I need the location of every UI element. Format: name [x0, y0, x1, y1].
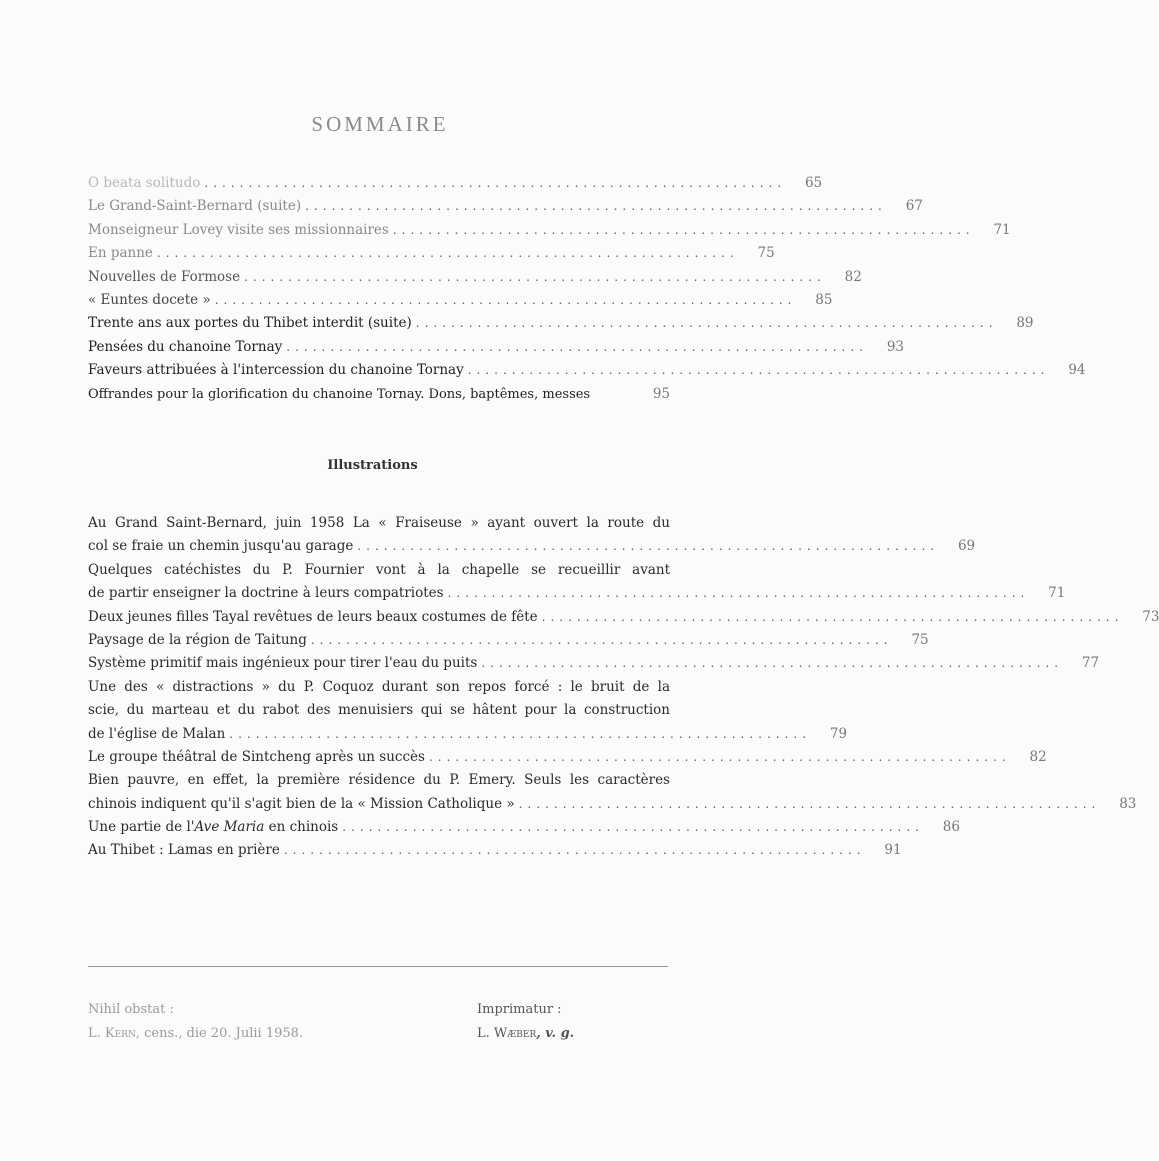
- illustration-text: Au Thibet : Lamas en prière: [88, 842, 280, 859]
- toc-entry: [88, 289, 833, 312]
- illustration-entry: [88, 606, 1159, 629]
- illustrations-heading: Illustrations: [327, 458, 418, 473]
- illustration-text: scie, du marteau et du rabot des menuisiers qui se hâtent pour la construction: [88, 702, 670, 719]
- toc-entry-page: 82: [844, 268, 862, 285]
- illustration-text: chinois indiquent qu'il s'agit bien de la « Mission Catholique »: [88, 795, 515, 812]
- imprimatur-label: Imprimatur :: [477, 1002, 562, 1017]
- leader-dots: ..................................................................: [541, 609, 1124, 624]
- leader-dots: ..................................................................: [310, 632, 893, 647]
- toc-entry-page: 94: [1068, 362, 1086, 379]
- toc-entry: [88, 383, 670, 406]
- toc-entry: [88, 359, 1086, 382]
- leader-dots: ..................................................................: [214, 292, 797, 307]
- toc-entry: [88, 242, 775, 265]
- toc-entry: [88, 312, 1034, 335]
- illustration-page: 69: [957, 538, 976, 555]
- illustration-text: Système primitif mais ingénieux pour tirer l'eau du puits: [88, 655, 478, 672]
- toc-entry-page: 71: [993, 221, 1011, 238]
- leader-dots: ..................................................................: [518, 796, 1101, 811]
- illustration-italic-title: Ave Maria: [194, 819, 265, 836]
- illustration-entry: [88, 793, 1137, 816]
- toc-entry-page: 65: [804, 175, 823, 191]
- divider: [88, 966, 668, 967]
- leader-dots: ..................................................................: [481, 656, 1064, 671]
- toc-entry-page: 93: [886, 338, 905, 355]
- nihil-obstat-label: Nihil obstat :: [88, 1002, 174, 1017]
- illustration-page: 71: [1048, 585, 1066, 602]
- table-of-contents: [88, 172, 1086, 406]
- illustration-text: Au Grand Saint-Bernard, juin 1958 La « Fraiseuse » ayant ouvert la route du: [88, 515, 670, 531]
- illustration-text: col se fraie un chemin jusqu'au garage: [88, 538, 354, 555]
- leader-dots: ..................................................................: [415, 316, 998, 331]
- illustration-page: 86: [942, 819, 960, 836]
- leader-dots: ..................................................................: [244, 269, 826, 284]
- illustration-page: 73: [1142, 608, 1159, 625]
- leader-dots: ..................................................................: [357, 539, 940, 554]
- leader-dots: ..................................................................: [305, 199, 887, 214]
- toc-entry-title: Offrandes pour la glorification du chanoine Tornay. Dons, baptêmes, messes: [88, 386, 591, 402]
- toc-entry: [88, 195, 923, 218]
- illustration-text: Une partie de l'Ave Maria en chinois: [88, 819, 339, 836]
- illustration-page: 79: [829, 725, 848, 742]
- illustration-page: 83: [1119, 795, 1137, 812]
- toc-entry-page: 67: [905, 198, 923, 215]
- illustration-entry: [88, 629, 929, 652]
- illustration-page: 77: [1081, 655, 1100, 672]
- imprimatur: [477, 998, 574, 1046]
- illustration-entry: [88, 535, 976, 558]
- illustration-page: 75: [911, 631, 929, 648]
- toc-entry-title: Trente ans aux portes du Thibet interdit (suite): [88, 315, 412, 332]
- illustration-entry: [88, 582, 1066, 605]
- leader-dots: ..................................................................: [156, 246, 739, 261]
- imprimatur-signature: L. Wæber, v. g.: [477, 1026, 575, 1041]
- illustration-entry: [88, 723, 848, 746]
- toc-entry-page: 75: [757, 245, 775, 262]
- illustration-page: 91: [884, 842, 902, 859]
- illustration-entry: [88, 816, 960, 839]
- illustration-text: Bien pauvre, en effet, la première résidence du P. Emery. Seuls les caractères: [88, 772, 670, 789]
- illustration-text: Quelques catéchistes du P. Fournier vont à la chapelle se recueillir avant: [88, 561, 670, 578]
- toc-entry-title: Nouvelles de Formose: [88, 268, 241, 285]
- toc-entry-page: 85: [815, 291, 833, 308]
- toc-entry-title: Faveurs attribuées à l'intercession du chanoine Tornay: [88, 362, 464, 379]
- illustration-text: de l'église de Malan: [88, 725, 226, 742]
- toc-entry-title: Monseigneur Lovey visite ses missionnaires: [88, 221, 389, 238]
- illustration-text: de partir enseigner la doctrine à leurs compatriotes: [88, 585, 444, 602]
- leader-dots: ..................................................................: [204, 176, 787, 190]
- illustration-entry: [88, 839, 902, 862]
- illustration-text: Une des « distractions » du P. Coquoz durant son repos forcé : le bruit de la: [88, 678, 670, 695]
- leader-dots: ..................................................................: [283, 843, 866, 858]
- leader-dots: ..................................................................: [342, 820, 924, 835]
- toc-entry: [88, 336, 905, 359]
- illustration-text: Le groupe théâtral de Sintcheng après un succès: [88, 748, 425, 765]
- toc-entry: [88, 219, 1011, 242]
- leader-dots: ..................................................................: [447, 586, 1030, 601]
- nihil-obstat-signature: L. Kern, cens., die 20. Julii 1958.: [88, 1026, 304, 1041]
- leader-dots: ..................................................................: [286, 339, 869, 354]
- toc-entry-title: « Euntes docete »: [88, 291, 211, 308]
- illustration-text: Deux jeunes filles Tayal revêtues de leurs beaux costumes de fête: [88, 608, 538, 625]
- toc-entry-title: En panne: [88, 245, 153, 262]
- page-title: SOMMAIRE: [311, 112, 449, 136]
- illustration-entry: [88, 746, 1047, 769]
- illustration-text: Paysage de la région de Taitung: [88, 631, 307, 648]
- leader-dots: ..................................................................: [428, 749, 1011, 764]
- leader-dots: ..................................................................: [229, 726, 812, 741]
- toc-entry-page: 89: [1016, 315, 1034, 332]
- illustration-entry: [88, 652, 1100, 675]
- illustrations-list: [88, 512, 1159, 863]
- toc-entry: [88, 172, 823, 195]
- toc-entry-title: Le Grand-Saint-Bernard (suite): [88, 198, 302, 215]
- toc-entry-page: 95: [652, 385, 670, 402]
- leader-dots: ..................................................................: [467, 363, 1050, 378]
- nihil-obstat: [88, 998, 303, 1046]
- toc-entry: [88, 266, 862, 289]
- leader-dots: ..................................................................: [392, 222, 975, 237]
- toc-entry-title: Pensées du chanoine Tornay: [88, 338, 283, 355]
- toc-entry-title: O beata solitudo: [88, 175, 201, 191]
- illustration-page: 82: [1029, 748, 1047, 765]
